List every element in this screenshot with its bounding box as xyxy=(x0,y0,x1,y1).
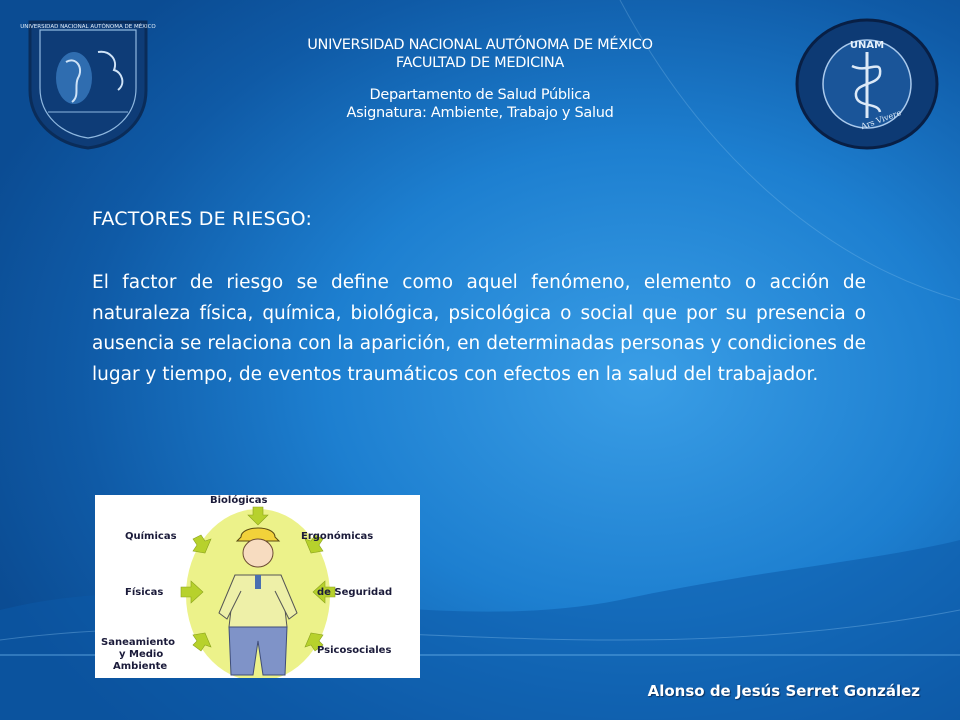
department-name: Departamento de Salud Pública xyxy=(369,87,591,103)
label-psicosociales: Psicosociales xyxy=(317,645,392,656)
label-de-seguridad: de Seguridad xyxy=(317,587,393,598)
unam-seal-left-icon xyxy=(18,12,158,152)
faculty-name: FACULTAD DE MEDICINA xyxy=(395,55,565,71)
svg-text:UNIVERSIDAD NACIONAL AUTÓNOMA: UNIVERSIDAD NACIONAL AUTÓNOMA DE MÉXICO xyxy=(20,24,156,30)
label-fisicas: Físicas xyxy=(125,587,164,598)
label-saneamiento: Saneamiento xyxy=(101,637,175,648)
university-name: UNIVERSIDAD NACIONAL AUTÓNOMA DE MÉXICO xyxy=(307,37,653,53)
definition-paragraph: El factor de riesgo se define como aquel fenómeno, elemento o acción de naturaleza física, química, biológica, psicológica o social que por su presencia o ausencia se relaciona con la aparición, en determinadas personas y condiciones de lugar y tiempo, de eventos traumáticos con efectos en la salud del trabajador. xyxy=(92,272,866,385)
label-y-medio: y Medio xyxy=(119,649,164,660)
label-biologicas: Biológicas xyxy=(210,495,268,506)
author-name: Alonso de Jesús Serret González xyxy=(647,682,920,700)
svg-text:Ars Vivere: Ars Vivere xyxy=(859,108,903,132)
svg-text:UNAM: UNAM xyxy=(849,40,885,51)
unam-seal-right-icon xyxy=(792,14,942,154)
section-title: FACTORES DE RIESGO: xyxy=(92,208,313,230)
label-ambiente: Ambiente xyxy=(113,661,168,672)
label-ergonomicas: Ergonómicas xyxy=(301,531,374,542)
risk-factors-illustration xyxy=(95,495,420,678)
slide-header xyxy=(240,36,720,122)
subject-name: Asignatura: Ambiente, Trabajo y Salud xyxy=(346,105,614,121)
label-quimicas: Químicas xyxy=(125,531,177,542)
